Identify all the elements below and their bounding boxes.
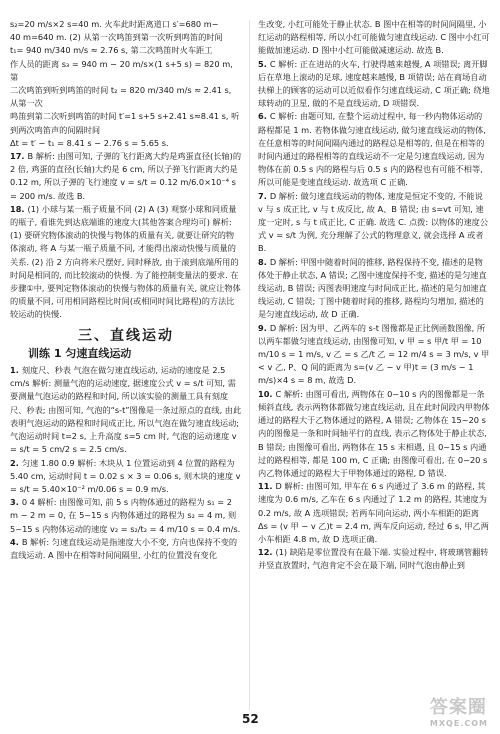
question-number: 2. — [10, 457, 19, 468]
page-number: 52 — [242, 712, 259, 726]
answer-item — [258, 58, 490, 111]
answer-text: D 解析: 因为甲、乙两车的 s-t 图像都是正比例函数图像, 所以两车都做匀速直线运动, 由图像可知, v 甲 = s 甲/t 甲 = 10 m/10 s = 1 m/s, v 乙 = s 乙/t 乙 = 12 m/4 s = 3 m/s, v 甲 < v 乙, P、Q 间的距离为 s=(v 乙 − v 甲)t = (3 m/s − 1 m/s)×4 s = 8 m, 故选 D. — [258, 322, 490, 386]
question-number: 3. — [10, 497, 19, 508]
text-line: Δt = t′ − t₁ = 8.41 s − 2.76 s = 5.65 s. — [10, 137, 169, 148]
text-line: s₂=20 m/s×2 s=40 m. 火车此时距离道口 s′=680 m− — [10, 19, 219, 29]
left-column — [10, 18, 242, 562]
answer-item — [10, 536, 242, 562]
answer-text: 刻度尺、秒表 气泡在做匀速直线运动, 运动的速度是 2.5 cm/s 解析: 测量气泡的运动速度, 据速度公式 v = s/t 可知, 需要测量气泡运动的路程和时间, 所以该实验的测量工具有刻度尺、秒表; 由图可知, 气泡的“s-t”图像是一条过原点的直线, 由此表明气泡运动的路程和时间成正比, 所以气泡在做匀速直线运动; 气泡运动时间 t=2 s, 上升高度 s=5 cm 时, 气泡的运动速度 v = s/t = 5 cm/2 s = 2.5 cm/s. — [10, 365, 242, 455]
answer-item — [10, 496, 242, 536]
answer-text: 0 4 解析: 由图像可知, 前 5 s 内物体通过的路程为 s₁ = 2 m − 2 m = 0, 在 5~15 s 内物体通过的路程为 s₂ = 4 m, 则 5~15 s 内物体运动的速度 v₂ = s₂/t₂ = 4 m/10 s = 0.4 m/s. — [10, 497, 241, 534]
question-number: 5. — [258, 58, 267, 69]
answer-text: D 解析: 由图可知, 甲车在 6 s 内通过了 3.6 m 的路程, 其速度为 0.6 m/s, 乙车在 6 s 内通过了 1.2 m 的路程, 其速度为 0.2 m/s, 故 A 选项错误; 若两车同向运动, 两小车相距的距离 Δs = (v 甲 − v 乙)t = 2.4 m, 两车反向运动, 经过 6 s, 甲乙两小车相距 4.8 m, 故 D 选项正确. — [258, 481, 489, 544]
text-line: 40 m=640 m. (2) 从第一次鸣笛到第一次听到鸣笛的时间 — [10, 32, 223, 43]
question-number: 6. — [258, 111, 267, 122]
watermark-url: MXQE.COM — [429, 719, 488, 728]
question-number: 8. — [258, 256, 267, 267]
answer-text: B 解析: 由图可知, 子弹的飞行距离大约是鸡蛋直径(长轴)的 2 倍, 鸡蛋的直径(长轴)大约是 6 cm, 所以子弹飞行距离大约是 0.12 m, 所以子弹的飞行速度 v = s/t = 0.12 m/6.0×10⁻⁴ s = 200 m/s. 故选 B. — [10, 151, 242, 201]
answer-item — [258, 190, 490, 256]
text-line: 生改变, 小红可能处于静止状态. B 图中在相等的时间间隔里, 小红运动的路程相等, 所以小红可能做匀速直线运动. C 图中小红可能做加速运动. D 图中小红可能做减速运动. 故选 B. — [258, 19, 490, 56]
question-number: 1. — [10, 365, 19, 376]
text-line: 鸣笛到第二次听到鸣笛的时间 t′=1 s+5 s+2.41 s≈8.41 s, 听到两次鸣笛声的间隔时间 — [10, 111, 240, 135]
answer-item — [258, 388, 490, 480]
answer-text: (1) 小球与某一瓶子质量不同 (2) A (3) 观察小球和同质量的瓶子, 看谁先到达底端谁的速度大(其他答案合理均可) 解析: (1) 要研究物体滚动的快慢与物体的质量有关, 就要让研究的物体滚动, 将 A 与某一瓶子质量不同, 才能得出滚动快慢与质量的关系. (2) 沿 2 方向将米尺摆好, 同时释放, 由于滚到底端所用的时间是相同的, 而比较滚动的快慢. 为了能控制变量法的要求. 在步骤①中, 要判定物体滚动的快慢与物体的质量有关, 就应让物体的质量不同, 可用相同路程比时间(或相同时间比路程)的方法比较运动的快慢. — [10, 203, 241, 320]
answer-text: C 解析: 正在进站的火车, 行驶得越来越慢, A 项错误; 离开脚后在草地上滚动的足球, 速度越来越慢, B 项错误; 站在商场自动扶梯上的顾客的运动可以近似看作匀速直线运动, C 项正确; 绕地球转动的卫星, 做的不是直线运动, D 项错误. — [258, 58, 490, 109]
question-number: 7. — [258, 190, 267, 201]
answer-item — [10, 364, 242, 456]
answer-text: C 解析: 由题可知, 在整个运动过程中, 每一秒内物体运动的路程都是 1 m. 若物体做匀速直线运动, 做匀速直线运动的物体, 在任意相等的时间间隔内通过的路程总是相等的, 但是在相等的时间内通过的路程相等的直线运动不一定是匀速直线运动, 因为物体在前 0.5 s 内的路程与后 0.5 s 内的路程也有可能不相等, 所以可能是变速直线运动. 故选项 C 正确. — [258, 111, 486, 188]
answer-item — [258, 480, 490, 546]
answer-text: D 解析: 做匀速直线运动的物体, 速度是恒定不变的, 不能说 v 与 s 成正比, v 与 t 成反比, 故 A、B 错误; 由 s=vt 可知, 速度一定时, s 与 t 成正比, C 正确. 故选 C. 点拨: 以物体的速度公式 v = s/t 为例, 充分理解了公式的物理意义, 就会选择 A 或者 B. — [258, 190, 489, 254]
question-number: 17. — [10, 151, 25, 162]
question-number: 11. — [258, 481, 273, 492]
answer-item — [258, 322, 490, 388]
text-line: 二次鸣笛到听到鸣笛的时间 t₂ = 820 m/340 m/s ≈ 2.41 s, 从第一次 — [10, 85, 232, 109]
answer-item — [10, 457, 242, 497]
question-number: 9. — [258, 322, 267, 333]
watermark-logo — [430, 693, 488, 728]
question-number: 12. — [258, 547, 273, 558]
question-number: 18. — [10, 203, 25, 214]
watermark-text: 答案圈 — [429, 697, 487, 718]
text-line: t₁= 940 m/340 m/s ≈ 2.76 s, 第二次鸣笛时火车距工 — [10, 45, 213, 56]
text-line: 作人员的距离 s₃ = 940 m − 20 m/s×(1 s+5 s) = 820 m, 第 — [10, 58, 233, 82]
question-number: 4. — [10, 536, 19, 547]
question-number: 10. — [258, 388, 273, 399]
lesson-title: 训练 1 匀速直线运动 — [28, 346, 132, 360]
answer-text: C 解析: 由图可看出, 两物体在 0~10 s 内的图像都是一条倾斜直线, 表示两物体都做匀速直线运动, 且在此时间段内甲物体通过的路程大于乙物体通过的路程, A 错误; 乙物体在 15~20 s 内的图像是一条和时间轴平行的直线, 表示乙物体处于静止状态, B 错误; 由图像可看出, 两物体在 15 s 末相遇, 且 0~15 s 内通过的路程相等, 都是 100 m, C 正确; 由图像可看出, 在 0~20 s 内乙物体通过的路程大于甲物体通过的路程, D 错误. — [258, 388, 490, 478]
answer-text: B 解析: 匀速直线运动是指速度大小不变, 方向也保持不变的直线运动. A 图中在相等时间间隔里, 小红的位置没有变化 — [10, 536, 238, 560]
answer-text: 匀速 1.80 0.9 解析: 木块从 1 位置运动到 4 位置的路程为 5.40 cm, 运动时间 t = 0.02 s × 3 = 0.06 s, 则木块的速度 v = s/t = 5.40×10⁻² m/0.06 s = 0.9 m/s. — [10, 457, 241, 494]
answer-item — [258, 256, 490, 322]
answer-item — [10, 150, 242, 203]
answer-item — [258, 546, 490, 572]
answer-text: (1) 缺陷是零位置没有在最下端. 实验过程中, 将玻璃管翻转并竖直放置时, 气泡肯定不会在最下端, 同时气泡由静止到 — [258, 547, 489, 571]
answer-item — [10, 203, 242, 322]
answer-text: D 解析: 甲图中随着时间的推移, 路程保持不变, 描述的是物体处于静止状态, A 错误; 乙图中速度保持不变, 描述的是匀速直线运动, B 错误; 丙图表明速度与时间成正比, 描述的是匀加速直线运动, C 错误; 丁图中随着时间的推移, 路程均匀增加, 描述的是匀速直线运动, 故 D 正确. — [258, 256, 487, 320]
answer-item — [258, 110, 490, 189]
right-column — [258, 18, 490, 573]
column-divider — [249, 20, 250, 710]
section-title: 三、直线运动 — [78, 327, 174, 344]
